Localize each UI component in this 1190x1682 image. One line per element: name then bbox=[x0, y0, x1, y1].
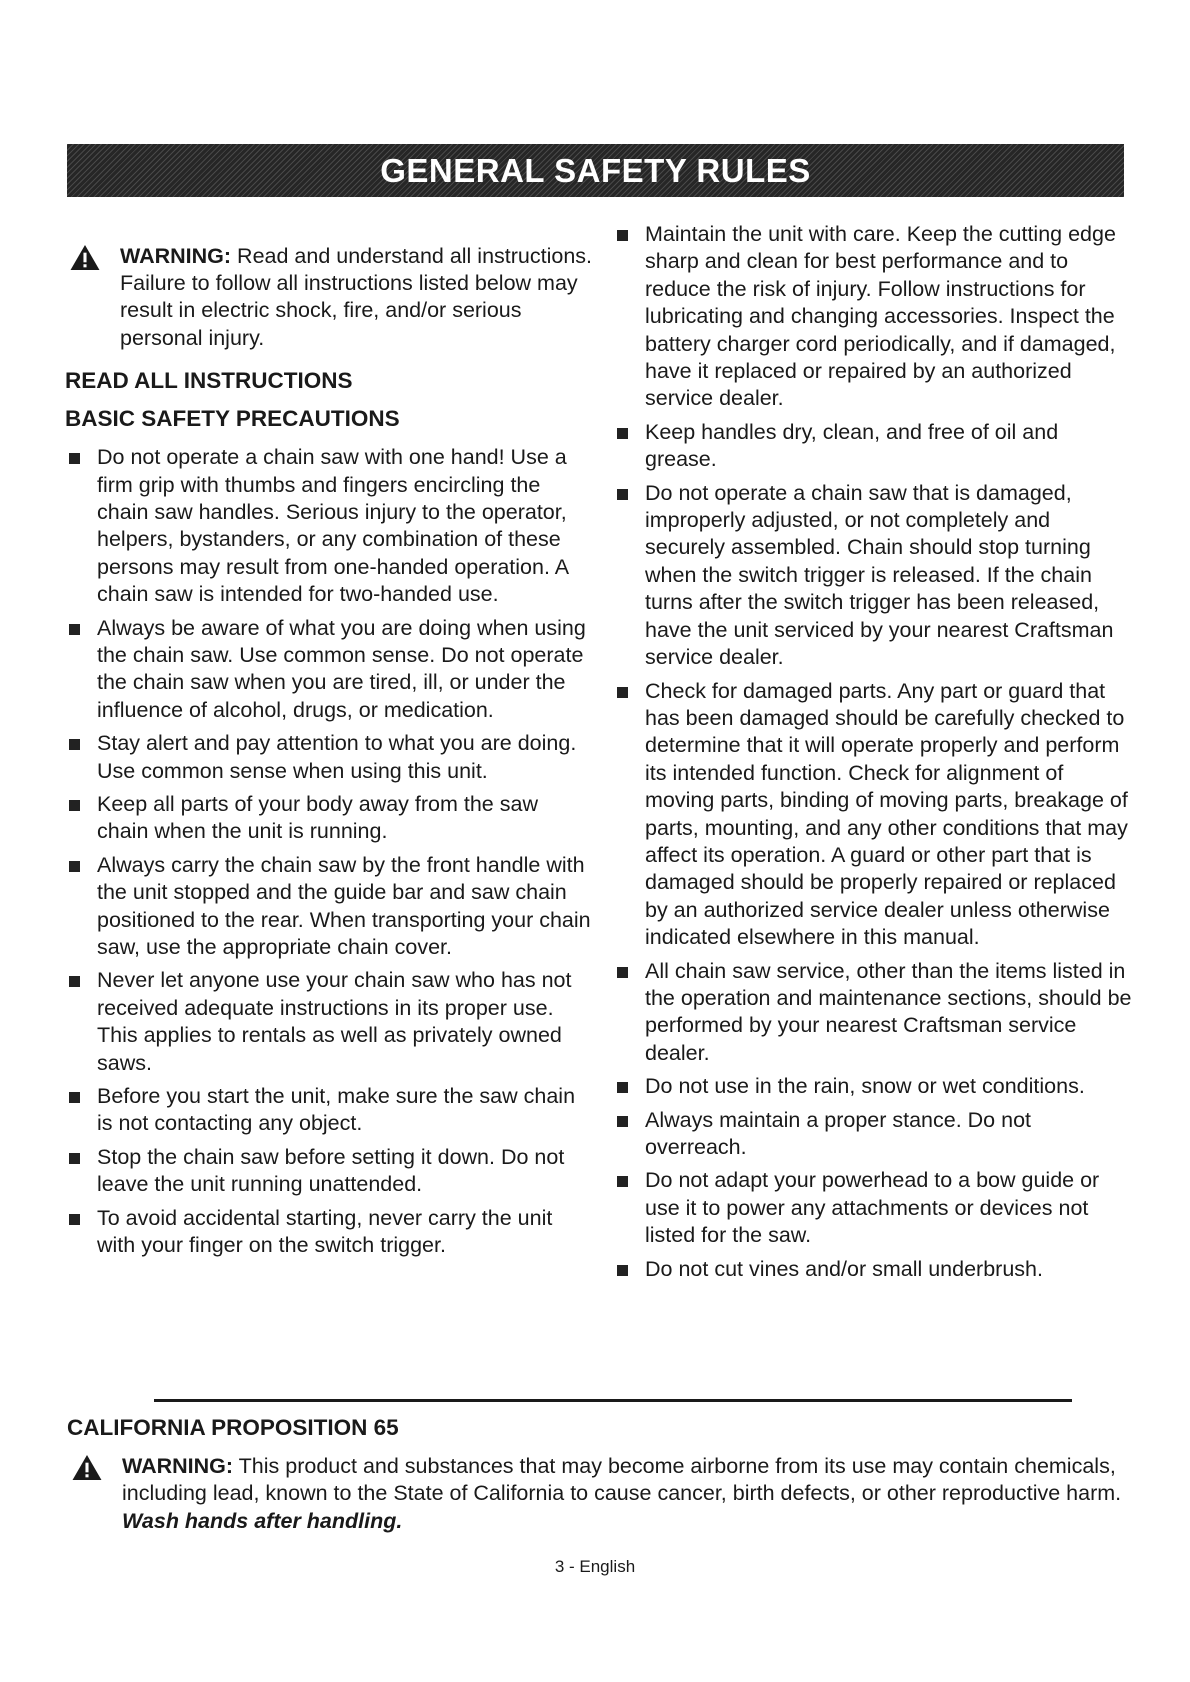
left-safety-list bbox=[65, 444, 595, 1259]
square-bullet-icon bbox=[69, 1092, 80, 1103]
warning-triangle-icon bbox=[69, 244, 101, 271]
list-item-text: Always maintain a proper stance. Do not overreach. bbox=[645, 1107, 1032, 1159]
list-item-text: Stop the chain saw before setting it down. Do not leave the unit running unattended. bbox=[97, 1144, 565, 1197]
list-item-text: Stay alert and pay attention to what you are doing. Use common sense when using this unit. bbox=[97, 731, 577, 783]
wash-hands-emphasis: Wash hands after handling. bbox=[122, 1508, 403, 1533]
right-column bbox=[613, 221, 1133, 1289]
warning-triangle-icon bbox=[71, 1454, 103, 1481]
square-bullet-icon bbox=[617, 230, 628, 241]
square-bullet-icon bbox=[69, 1153, 80, 1164]
square-bullet-icon bbox=[617, 428, 628, 439]
list-item-text: All chain saw service, other than the items listed in the operation and maintenance sections, should be performed by your nearest Craftsman service dealer. bbox=[645, 958, 1132, 1065]
basic-safety-precautions-heading: BASIC SAFETY PRECAUTIONS bbox=[65, 406, 400, 432]
list-item-text: Always carry the chain saw by the front handle with the unit stopped and the guide bar and saw chain positioned to the rear. When transporting your chain saw, use the appropriate chain cover. bbox=[97, 852, 591, 960]
square-bullet-icon bbox=[617, 489, 628, 500]
square-bullet-icon bbox=[69, 861, 80, 872]
square-bullet-icon bbox=[69, 624, 80, 635]
california-section bbox=[67, 1415, 1127, 1551]
warning-text: Read and understand all instructions. Failure to follow all instructions listed below may result in electric shock, fire, and/or serious personal injury. bbox=[120, 243, 593, 350]
square-bullet-icon bbox=[617, 967, 628, 978]
list-item bbox=[65, 615, 595, 725]
square-bullet-icon bbox=[69, 800, 80, 811]
list-item bbox=[613, 1073, 1133, 1100]
list-item bbox=[65, 967, 595, 1077]
list-item-text: Keep handles dry, clean, and free of oil and grease. bbox=[645, 419, 1059, 472]
list-item-text: Never let anyone use your chain saw who has not received adequate instructions in its proper use. This applies to rentals as well as privately owned saws. bbox=[97, 968, 572, 1075]
california-warning bbox=[67, 1453, 1127, 1535]
square-bullet-icon bbox=[617, 687, 628, 698]
list-item bbox=[65, 444, 595, 608]
square-bullet-icon bbox=[69, 453, 80, 464]
list-item bbox=[613, 419, 1133, 474]
right-safety-list bbox=[613, 221, 1133, 1283]
list-item bbox=[65, 852, 595, 962]
list-item-text: Maintain the unit with care. Keep the cutting edge sharp and clean for best performance and to reduce the risk of injury. Follow instructions for lubricating and changing accessories. Inspect the battery charger cord periodically, and if damaged, have it replaced or repaired by an authorized service dealer. bbox=[645, 222, 1116, 411]
list-item-text: To avoid accidental starting, never carry the unit with your finger on the switch trigger. bbox=[97, 1205, 553, 1258]
left-column bbox=[65, 221, 595, 1266]
list-item-text: Before you start the unit, make sure the saw chain is not contacting any object. bbox=[97, 1084, 576, 1136]
list-item bbox=[65, 730, 595, 785]
list-item bbox=[613, 221, 1133, 413]
list-item bbox=[65, 791, 595, 846]
list-item-text: Do not operate a chain saw that is damaged, improperly adjusted, or not completely and securely assembled. Chain should stop turning when the switch trigger is released. If the chain turns after the switch trigger has been released, have the unit serviced by your nearest Craftsman service dealer. bbox=[645, 480, 1114, 670]
square-bullet-icon bbox=[617, 1176, 628, 1187]
list-item bbox=[613, 1167, 1133, 1249]
warning-label: WARNING: bbox=[120, 243, 232, 268]
list-item bbox=[613, 958, 1133, 1068]
page-number: 3 - English bbox=[554, 1557, 636, 1576]
square-bullet-icon bbox=[617, 1082, 628, 1093]
list-item bbox=[65, 1083, 595, 1138]
list-item bbox=[613, 1256, 1133, 1283]
square-bullet-icon bbox=[617, 1116, 628, 1127]
list-item-text: Check for damaged parts. Any part or guard that has been damaged should be carefully checked to determine that it will operate properly and perform its intended function. Check for alignment of moving parts, binding of moving parts, breakage of parts, mounting, and any other conditions that may affect its operation. A guard or other part that is damaged should be properly repaired or replaced by an authorized service dealer unless otherwise indicated elsewhere in this manual. bbox=[645, 678, 1128, 950]
list-item bbox=[65, 1205, 595, 1260]
california-heading: CALIFORNIA PROPOSITION 65 bbox=[67, 1415, 399, 1440]
section-divider bbox=[154, 1399, 1072, 1402]
page-title: GENERAL SAFETY RULES bbox=[380, 151, 811, 189]
list-item bbox=[613, 1107, 1133, 1162]
warning-label: WARNING: bbox=[122, 1454, 234, 1478]
square-bullet-icon bbox=[69, 739, 80, 750]
title-banner bbox=[67, 144, 1124, 197]
list-item-text: Do not use in the rain, snow or wet conditions. bbox=[645, 1074, 1085, 1099]
list-item bbox=[613, 480, 1133, 672]
list-item bbox=[613, 678, 1133, 952]
list-item-text: Do not operate a chain saw with one hand! Use a firm grip with thumbs and fingers encircling the chain saw handles. Serious injury to the operator, helpers, bystanders, or any combination of these persons may result from one-handed operation. A chain saw is intended for two-handed use. bbox=[97, 445, 568, 607]
list-item-text: Do not cut vines and/or small underbrush. bbox=[645, 1256, 1043, 1281]
read-all-instructions-heading: READ ALL INSTRUCTIONS bbox=[65, 368, 353, 394]
list-item-text: Keep all parts of your body away from the saw chain when the unit is running. bbox=[97, 792, 538, 844]
square-bullet-icon bbox=[69, 976, 80, 987]
square-bullet-icon bbox=[617, 1265, 628, 1276]
list-item bbox=[65, 1144, 595, 1199]
square-bullet-icon bbox=[69, 1214, 80, 1225]
general-warning bbox=[65, 243, 595, 353]
list-item-text: Do not adapt your powerhead to a bow guide or use it to power any attachments or devices not listed for the saw. bbox=[645, 1168, 1100, 1248]
warning-text: This product and substances that may become airborne from its use may contain chemicals, including lead, known to the State of California to cause cancer, birth defects, or other reproductive harm. bbox=[122, 1454, 1122, 1506]
list-item-text: Always be aware of what you are doing when using the chain saw. Use common sense. Do not operate the chain saw when you are tired, ill, or under the influence of alcohol, drugs, or medication. bbox=[97, 615, 586, 722]
